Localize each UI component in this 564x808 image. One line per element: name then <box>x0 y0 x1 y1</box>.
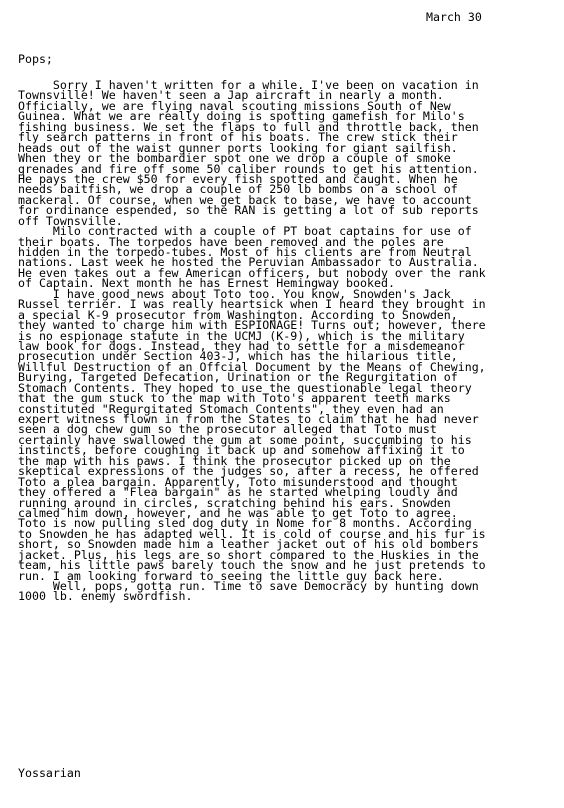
letter-line: certainly have swallowed the gum at some point, succumbing to his <box>18 432 472 447</box>
letter-line: Sorry I haven't written for a while. I've been on vacation in <box>18 78 479 92</box>
letter-line: calmed him down, however, and he was able to get Toto to agree. <box>18 505 458 520</box>
letter-line: Guinea. What we are really doing is spotting gamefish for Milo's <box>18 109 465 124</box>
letter-line: law book for dogs. Instead, they had to settle for a misdemeanor <box>18 338 465 353</box>
letter-signature: Yossarian <box>18 766 81 780</box>
letter-line: the map with his paws. I think the prosecutor picked up on the <box>18 453 451 468</box>
letter-line: that the gum stuck to the map with Toto's apparent teeth marks <box>18 391 451 406</box>
letter-line: Stomach Contents. They hoped to use the questionable legal theory <box>18 380 472 395</box>
letter-line: He pays the crew $50 for every fish spotted and caught. When he <box>18 171 458 186</box>
letter-date: March 30 <box>426 10 482 24</box>
letter-line: needs baitfish, we drop a couple of 250 lb bombs on a school of <box>18 182 458 197</box>
letter-line: they wanted to charge him with ESPIONAGE! Turns out; however, there <box>18 318 486 333</box>
letter-line: of Captain. Next month he has Ernest Hemingway booked. <box>18 276 395 291</box>
letter-line: heads out of the waist gunner ports looking for giant sailfish. <box>18 140 458 155</box>
letter-line: mackeral. Of course, when we get back to base, we have to account <box>18 192 472 207</box>
letter-line: grenades and fire off some 50 caliber rounds to get his attention. <box>18 161 479 176</box>
letter-line: running around in circles, scratching behind his ears. Snowden <box>18 495 451 510</box>
letter-line: Toto a plea bargain. Apparently, Toto misunderstood and thought <box>18 474 458 489</box>
letter-line: Milo contracted with a couple of PT boat captains for use of <box>18 224 472 239</box>
letter-line: team, his little paws barely touch the snow and he just pretends to <box>18 558 486 573</box>
letter-line: Willful Destruction of an Offcial Document by the Means of Chewing, <box>18 359 486 374</box>
letter-line: expert witness flown in from the States to claim that he had never <box>18 412 479 426</box>
letter-line: is no espionage statute in the UCMJ (K-9), which is the military <box>18 328 465 343</box>
letter-line: Burying, Targeted Defecation, Urination or the Regurgitation of <box>18 370 458 385</box>
letter-line: they offered a "Flea bargain" as he started whelping loudly and <box>18 485 458 500</box>
letter-line: constituted "Regurgitated Stomach Contents", they even had an <box>18 401 444 416</box>
letter-line: Toto is now pulling sled dog duty in Nome for 8 months. According <box>18 516 472 531</box>
letter-salutation: Pops; <box>18 52 53 66</box>
letter-line: Officially, we are flying naval scouting missions South of New <box>18 98 451 113</box>
letter-line: to Snowden he has adapted well. It is cold of course and his fur is <box>18 526 486 541</box>
letter-line: Townsville! We haven't seen a Jap aircraft in nearly a month. <box>18 88 444 103</box>
letter-line: prosecution under Section 403-J, which has the hilarious title, <box>18 349 458 364</box>
letter-line: instincts, before coughing it back up and somehow affixing it to <box>18 443 465 458</box>
letter-body <box>18 80 564 602</box>
letter-line: Well, pops, gotta run. Time to save Democracy by hunting down <box>18 579 479 593</box>
letter-line: nations. Last week he hosted the Peruvian Ambassador to Australia. <box>18 255 479 270</box>
letter-line: seen a dog chew gum so the prosecutor alleged that Toto must <box>18 422 437 437</box>
letter-line: fishing business. We set the flaps to full and throttle back, then <box>18 119 479 134</box>
letter-line: for ordinance espended, so the RAN is getting a lot of sub reports <box>18 203 479 218</box>
letter-line: jacket. Plus, his legs are so short compared to the Huskies in the <box>18 547 479 562</box>
letter-line: I have good news about Toto too. You know, Snowden's Jack <box>18 286 451 301</box>
letter-line: When they or the bombardier spot one we drop a couple of smoke <box>18 151 451 166</box>
letter-line: hidden in the torpedo-tubes. Most of his clients are from Neutral <box>18 245 472 259</box>
letter-line: run. I am looking forward to seeing the little guy back here. <box>18 568 444 583</box>
letter-line: Russel terrier. I was really heartsick when I heard they brought in <box>18 297 486 312</box>
letter-line: 1000 lb. enemy swordfish. <box>18 589 193 604</box>
letter-line: fly search patterns in front of his boats. The crew stick their <box>18 130 458 145</box>
letter-line: off Townsville. <box>18 213 123 228</box>
letter-line: short, so Snowden made him a leather jacket out of his old bombers <box>18 537 479 552</box>
letter-line: a special K-9 prosecutor from Washington. According to Snowden, <box>18 307 458 322</box>
letter-line: skeptical expressions of the judges so, after a recess, he offered <box>18 464 479 479</box>
letter-line: their boats. The torpedos have been removed and the poles are <box>18 234 444 249</box>
letter-line: He even takes out a few American officers, but nobody over the rank <box>18 265 486 280</box>
